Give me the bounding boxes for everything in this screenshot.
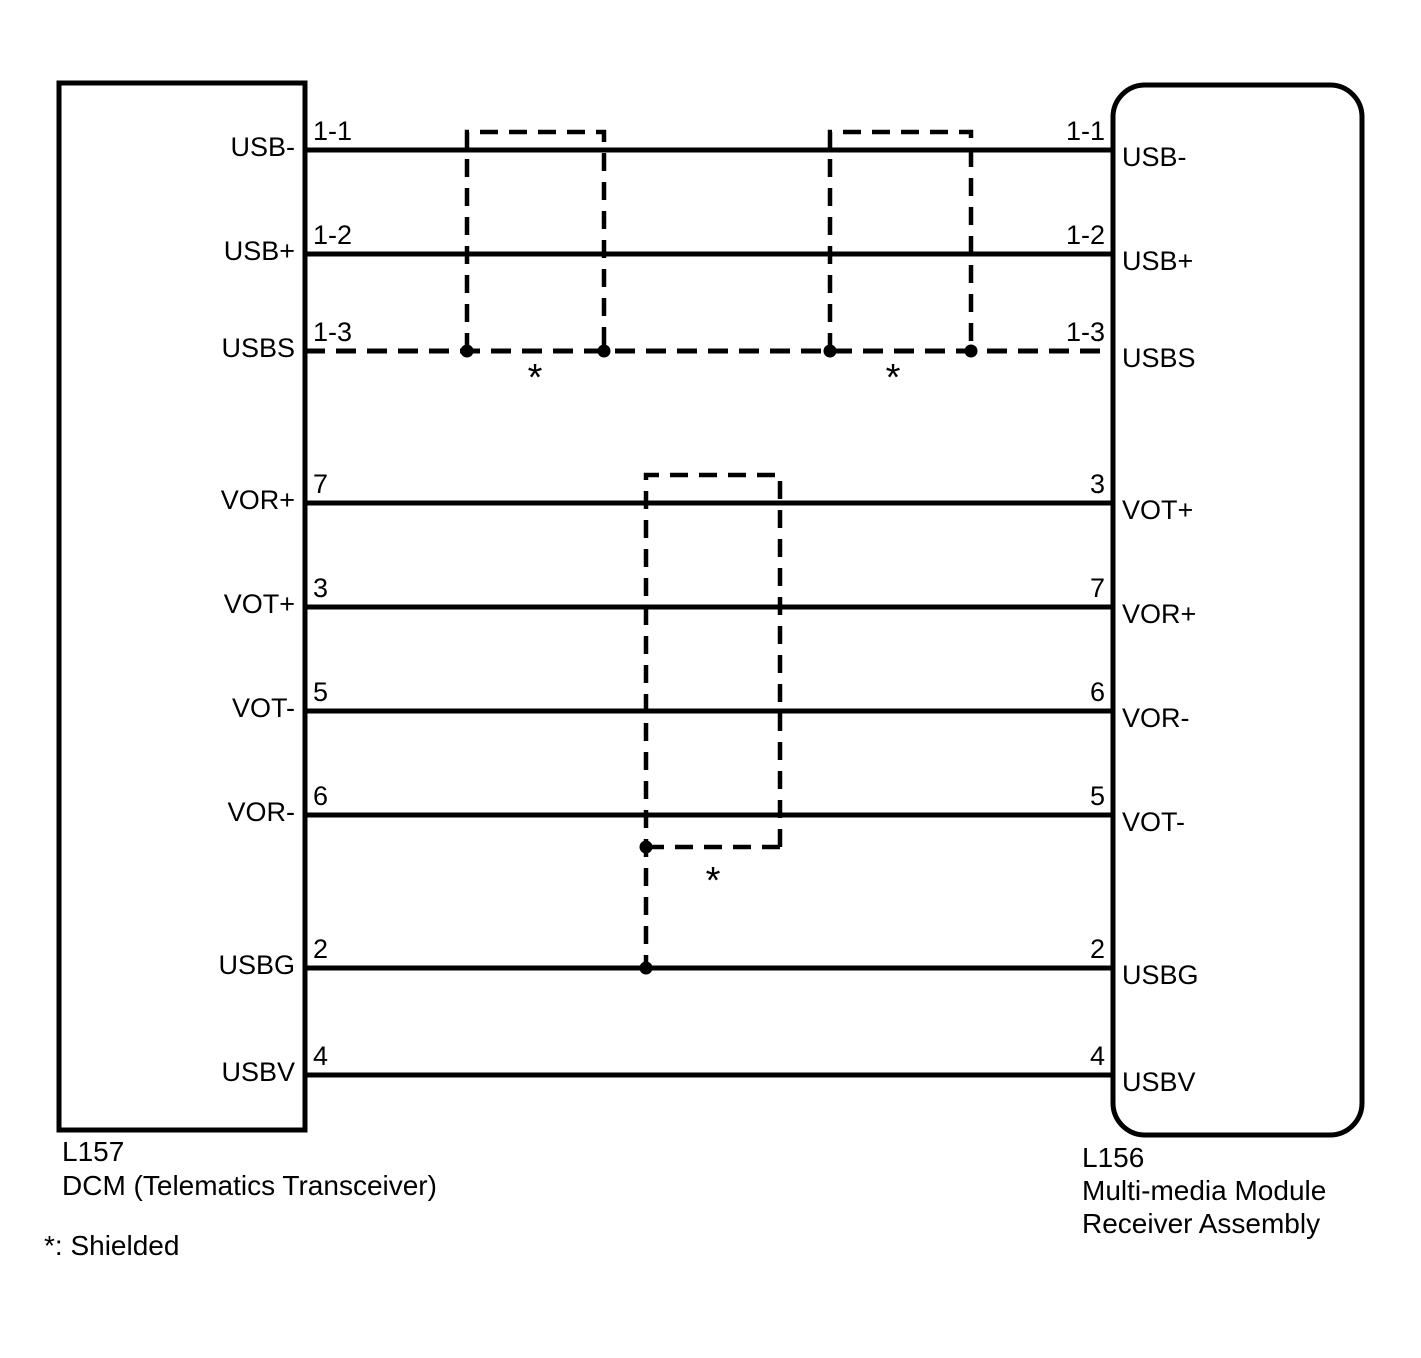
shield-asterisk-usb-2: * bbox=[885, 357, 901, 399]
right-pin-number: 4 bbox=[1089, 1041, 1105, 1071]
left-pin-label: USB- bbox=[230, 132, 295, 162]
right-pin-label: VOT+ bbox=[1122, 495, 1194, 525]
junction-dot-usbs-1 bbox=[461, 345, 474, 358]
left-pin-label: VOR- bbox=[227, 797, 295, 827]
right-pin-number: 1-3 bbox=[1065, 317, 1105, 347]
junction-dot-usbg bbox=[640, 962, 653, 975]
right-pin-label: USBG bbox=[1122, 960, 1199, 990]
right-pin-label: USB- bbox=[1122, 142, 1187, 172]
usb-shield-box-1 bbox=[467, 132, 604, 351]
left-pin-label: USB+ bbox=[223, 236, 295, 266]
left-pin-label: VOR+ bbox=[220, 485, 295, 515]
left-pin-number: 1-3 bbox=[313, 317, 353, 347]
right-module-name-line2: Receiver Assembly bbox=[1082, 1208, 1321, 1239]
junction-dot-usbs-3 bbox=[824, 345, 837, 358]
left-pin-label: VOT+ bbox=[223, 589, 295, 619]
right-module-name-line1: Multi-media Module bbox=[1082, 1175, 1327, 1206]
right-pin-number: 3 bbox=[1089, 469, 1105, 499]
left-pin-number: 7 bbox=[313, 469, 329, 499]
junction-dot-video-shield bbox=[640, 841, 653, 854]
left-module-name: DCM (Telematics Transceiver) bbox=[62, 1170, 437, 1201]
right-pin-label: USBV bbox=[1122, 1067, 1196, 1097]
right-pin-number: 5 bbox=[1089, 781, 1105, 811]
right-pin-label: VOT- bbox=[1122, 807, 1186, 837]
right-pin-number: 1-2 bbox=[1065, 220, 1105, 250]
left-pin-number: 3 bbox=[313, 573, 329, 603]
left-pin-number: 4 bbox=[313, 1041, 329, 1071]
right-pin-label: USB+ bbox=[1122, 246, 1194, 276]
left-pin-number: 1-1 bbox=[313, 116, 353, 146]
right-pin-number: 7 bbox=[1089, 573, 1105, 603]
left-pin-label: USBS bbox=[221, 333, 295, 363]
right-pin-label: VOR- bbox=[1122, 703, 1190, 733]
left-pin-number: 5 bbox=[313, 677, 329, 707]
left-pin-label: USBG bbox=[218, 950, 295, 980]
left-module-code: L157 bbox=[62, 1136, 125, 1167]
shield-asterisk-usb-1: * bbox=[527, 357, 543, 399]
shielded-footnote: *: Shielded bbox=[44, 1230, 180, 1261]
right-module-code: L156 bbox=[1082, 1142, 1145, 1173]
right-pin-number: 2 bbox=[1089, 934, 1105, 964]
left-pin-number: 2 bbox=[313, 934, 329, 964]
left-pin-number: 6 bbox=[313, 781, 329, 811]
left-pin-number: 1-2 bbox=[313, 220, 353, 250]
right-pin-number: 1-1 bbox=[1065, 116, 1105, 146]
shield-asterisk-video: * bbox=[705, 860, 721, 902]
left-pin-label: VOT- bbox=[231, 693, 295, 723]
right-pin-label: VOR+ bbox=[1122, 599, 1197, 629]
right-pin-label: USBS bbox=[1122, 343, 1196, 373]
right-pin-number: 6 bbox=[1089, 677, 1105, 707]
junction-dot-usbs-2 bbox=[598, 345, 611, 358]
left-pin-label: USBV bbox=[221, 1057, 295, 1087]
